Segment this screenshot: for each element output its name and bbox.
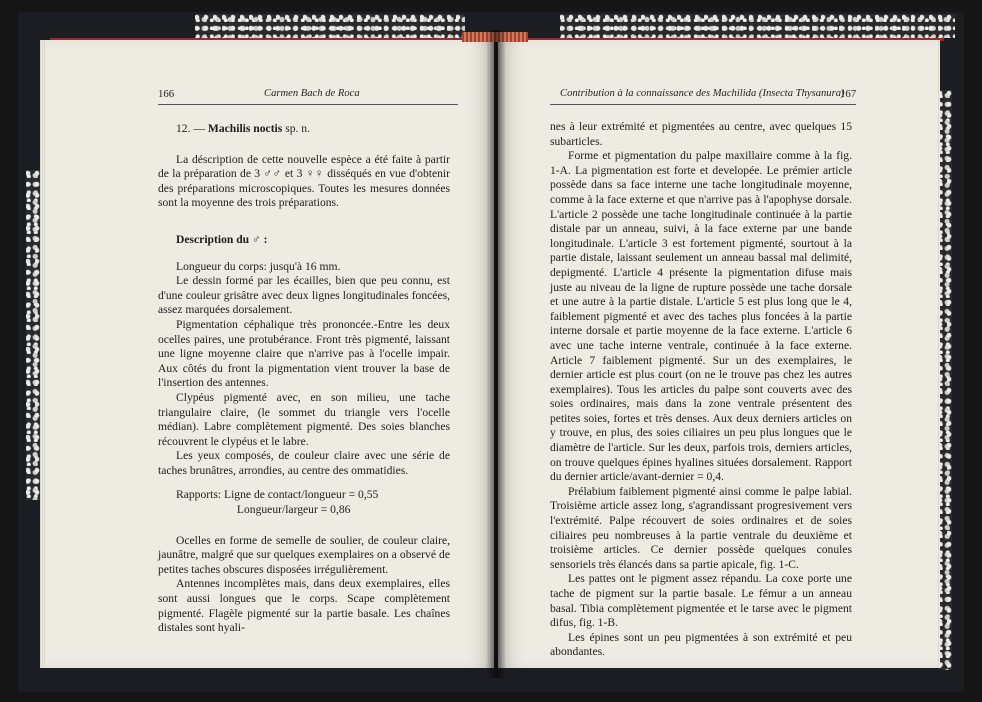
paragraph: Prélabium faiblement pigmenté ainsi comme le palpe labial. Troisième article assez long, s'agrandissant progresivement vers l'extrémité. Palpe récouvert de soies ordinaires et de soies ciliaires peu nombreuses à la partie ventrale du deuxième et troisième articles. Ce dernier possède quelques conules sensoriels très élancés dans sa partie apicale, fig. 1-C. — [550, 484, 852, 571]
paragraph: Ocelles en forme de semelle de soulier, de couleur claire, jaunâtre, malgré que sur quelques exemplaires on a observé de petites taches obscures disposées irrégulièrement. — [158, 533, 450, 576]
book-gutter — [486, 30, 506, 678]
paragraph: Antennes incomplètes mais, dans deux exemplaires, elles sont aussi longues que le corps. Scape complètement pigmenté. Flagèle pigmenté sur la partie basale. Les chaînes distales sont hyali- — [158, 577, 450, 635]
header-rule — [158, 104, 458, 105]
running-head: Contribution à la connaissance des Machilida (Insecta Thysanura) — [560, 88, 845, 99]
marbled-cover-top-right — [560, 14, 955, 38]
ratio-length: Longueur/largeur = 0,86 — [236, 503, 351, 517]
paragraph: Les épines sont un peu pigmentées à son extrémité et peu abondantes. — [550, 630, 852, 659]
paragraph: Clypéus pigmenté avec, en son milieu, une tache triangulaire claire, (le sommet du triangle vers l'ocelle médian). Labre complètement pigmenté. Des soies blanches récouvrent le clypéus et le labre. — [158, 390, 450, 448]
left-page — [46, 40, 494, 668]
header-rule — [550, 104, 856, 105]
intro-paragraph: La déscription de cette nouvelle espèce a été faite à partir de la préparation de 3 ♂♂ et 3 ♀♀ disséqués en vue d'obtenir des préparations microscopiques. Toutes les mesures données sont la moyenne des trois préparations. — [158, 152, 450, 210]
paragraph: Le dessin formé par les écailles, bien que peu connu, est d'une couleur grisâtre avec deux lignes longitudinales foncées, assez marquées dorsalement. — [158, 274, 450, 317]
marbled-cover-top-left — [195, 14, 465, 38]
species-name: Machilis noctis — [207, 122, 283, 135]
page-number: 166 — [158, 88, 175, 100]
ratio-contact: Ligne de contact/longueur = 0,55 — [224, 488, 379, 502]
ratios-label: Rapports: — [176, 488, 222, 502]
paragraph: Pigmentation céphalique très prononcée.-Entre les deux ocelles paires, une protubérance. Front très pigmenté, laissant une ligne moyenne claire que n'arrive pas à l'ocelle impair. Aux côtés du front la pigmentation vient trouver la base de l'insertion des antennes. — [158, 317, 450, 390]
ratios-block — [158, 488, 450, 517]
right-page — [498, 40, 938, 668]
running-head: Carmen Bach de Roca — [264, 88, 360, 99]
paragraph: Longueur du corps: jusqu'à 16 mm. — [176, 259, 341, 273]
page-number: 167 — [840, 88, 857, 100]
paragraph: Les pattes ont le pigment assez répandu. La coxe porte une tache de pigment sur la partie basale. Le fémur a un anneau basal. Tibia complètement pigmentée et le tarse avec le pigment difus, fig. 1-B. — [550, 572, 852, 630]
left-page-body — [158, 122, 450, 636]
marbled-cover-right — [938, 90, 952, 670]
paragraph: Les yeux composés, de couleur claire avec une série de taches brunâtres, arrondies, au centre des ommatidies. — [158, 449, 450, 477]
paragraph: Forme et pigmentation du palpe maxillaire comme à la fig. 1-A. La pigmentation est forte et developée. Le prémier article possède dans sa face interne une tache longitudinale moyenne, comme à la face externe et que n'arrive pas à l'apophyse dorsale. L'article 2 possède une tache longitudinale continuée à la partie distale par un anneau, suivi, à la face externe par une bande longitudinale. L'article 3 est fortement pigmenté, sourtout à la partie distale, laissant seulement un anneau bassal mal delimité, depigmenté. L'article 4 présente la pigmentation difuse mais juste au niveau de la ligne de rupture possède une tache dorsale et une autre à la partie distale. L'article 5 est plus long que le 4, faiblement pigmenté et avec des taches plus foncées à la partie interne dorsale et partie moyenne de la face externe. L'article 6 avec une tache interne ventrale, continuée à la face externe. Article 7 faiblement pigmenté. Sur un des exemplaires, le dernier article est plus court (on ne le trouve pas chez les autres exemplaires). Tous les articles du palpe sont couverts avec des soies ordinaires, mais dans la zone ventrale présentent des petites soies, fortes et très denses. Aux deux derniers articles on y trouve, en plus, des soies ciliaires un peu plus longues que le diamètre de l'article. Sur les deux, parfois trois, derniers articles, on trouve quelques épines hyalines situées dorsalement. Rapport du dernier article/avant-dernier = 0,4. — [550, 149, 852, 484]
species-heading: 12. — Machilis noctis sp. n. — [176, 122, 311, 135]
description-label: Description du ♂ : — [176, 232, 268, 246]
paragraph: nes à leur extrémité et pigmentées au centre, avec quelques 15 subarticles. — [550, 120, 852, 148]
right-page-body — [550, 120, 852, 660]
